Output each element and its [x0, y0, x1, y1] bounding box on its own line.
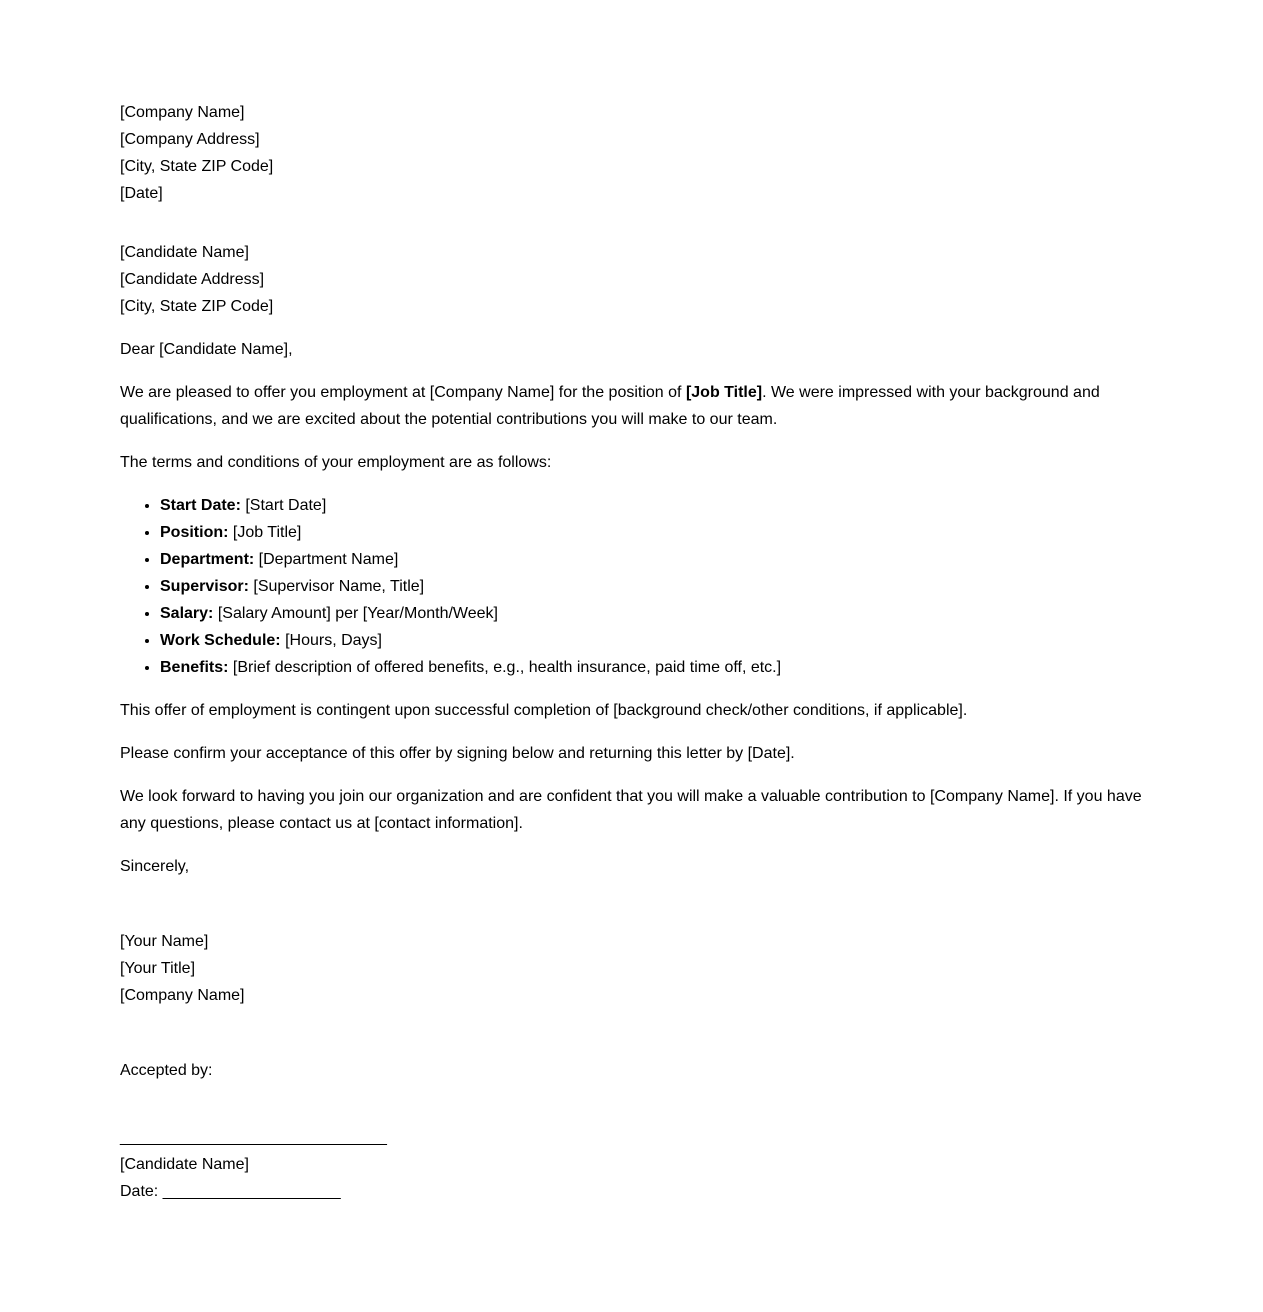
- term-benefits: [160, 654, 1150, 681]
- terms-list: [120, 492, 1150, 681]
- intro-text-before: We are pleased to offer you employment at [Company Name] for the position of: [120, 384, 686, 401]
- spacer: [120, 207, 1150, 239]
- recipient-block: [120, 239, 1150, 320]
- term-work-schedule: [160, 627, 1150, 654]
- letter-date: [Date]: [120, 185, 163, 202]
- term-supervisor: [160, 573, 1150, 600]
- signer-name: [Your Name]: [120, 933, 209, 950]
- date-line: ____________________: [162, 1183, 341, 1200]
- term-label: Start Date:: [160, 497, 241, 514]
- term-salary: [160, 600, 1150, 627]
- sign-off: Sincerely,: [120, 858, 190, 875]
- signer-block: [120, 928, 1150, 1009]
- recipient-city-state-zip: [City, State ZIP Code]: [120, 298, 274, 315]
- term-value: [Supervisor Name, Title]: [248, 578, 425, 595]
- term-label: Benefits:: [160, 659, 229, 676]
- term-value: [Department Name]: [254, 551, 399, 568]
- recipient-name: [Candidate Name]: [120, 244, 249, 261]
- term-value: [Hours, Days]: [280, 632, 382, 649]
- candidate-name: [Candidate Name]: [120, 1156, 249, 1173]
- term-label: Salary:: [160, 605, 214, 622]
- intro-paragraph: [120, 379, 1150, 433]
- recipient-address: [Candidate Address]: [120, 271, 265, 288]
- term-value: [Brief description of offered benefits, e.g., health insurance, paid time off, etc.]: [228, 659, 782, 676]
- salutation: Dear [Candidate Name],: [120, 341, 293, 358]
- signer-company: [Company Name]: [120, 987, 245, 1004]
- term-value: [Start Date]: [240, 497, 327, 514]
- offer-letter: [120, 99, 1150, 1205]
- term-department: [160, 546, 1150, 573]
- intro-job-title: [Job Title]: [685, 384, 763, 401]
- term-label: Work Schedule:: [160, 632, 281, 649]
- accepted-by-label: Accepted by:: [120, 1062, 213, 1079]
- date-label: Date:: [120, 1183, 163, 1200]
- term-start-date: [160, 492, 1150, 519]
- confirm-paragraph: Please confirm your acceptance of this offer by signing below and returning this letter by [Date].: [120, 745, 795, 762]
- signer-title: [Your Title]: [120, 960, 196, 977]
- closing-paragraph: We look forward to having you join our organization and are confident that you will make a valuable contribution to [Company Name]. If you have any questions, please contact us at [contact information].: [120, 788, 1142, 832]
- term-position: [160, 519, 1150, 546]
- intro-text-after: . We were impressed with your background and qualifications, and we are excited about the potential contributions you will make to our team.: [120, 384, 1100, 428]
- term-value: [Salary Amount] per [Year/Month/Week]: [213, 605, 498, 622]
- sender-block: [120, 99, 1150, 207]
- term-label: Department:: [160, 551, 255, 568]
- signature-line: ______________________________: [120, 1129, 387, 1146]
- term-value: [Job Title]: [228, 524, 302, 541]
- date-field: [120, 1178, 1150, 1205]
- term-label: Supervisor:: [160, 578, 249, 595]
- contingency-paragraph: This offer of employment is contingent upon successful completion of [background check/other conditions, if applicable].: [120, 702, 968, 719]
- acceptance-block: [120, 1124, 1150, 1205]
- sender-city-state-zip: [City, State ZIP Code]: [120, 158, 274, 175]
- terms-intro: The terms and conditions of your employment are as follows:: [120, 454, 552, 471]
- term-label: Position:: [160, 524, 229, 541]
- sender-company-name: [Company Name]: [120, 104, 245, 121]
- sender-company-address: [Company Address]: [120, 131, 260, 148]
